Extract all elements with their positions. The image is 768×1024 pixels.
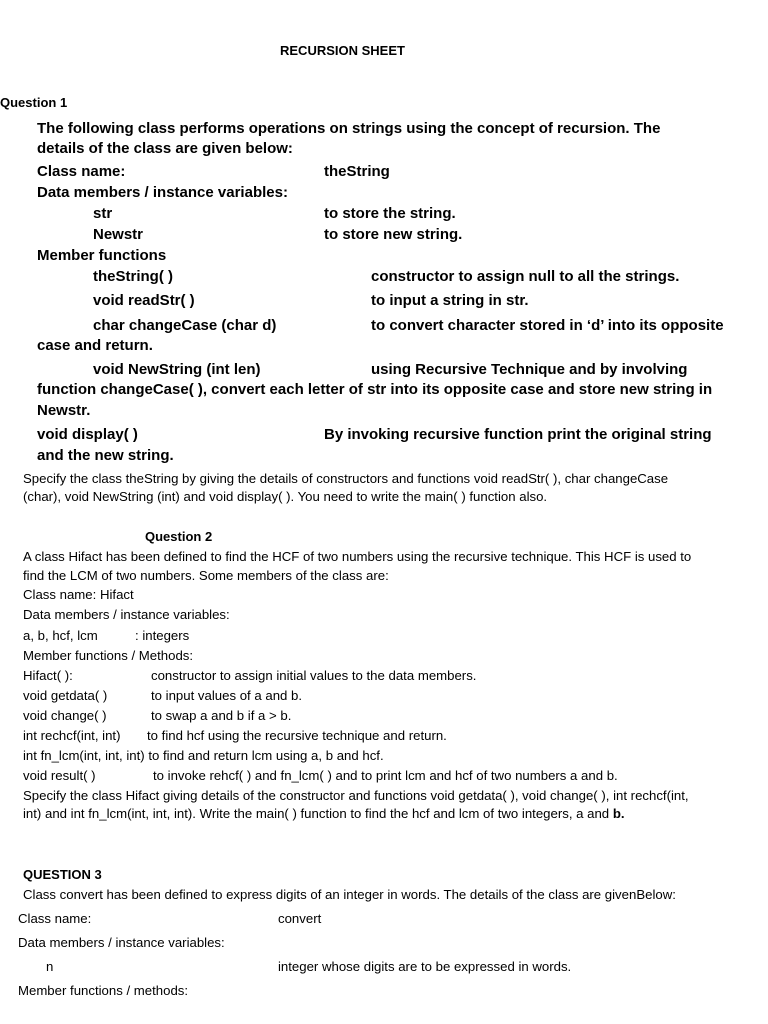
q1-f2-name: void readStr( )	[93, 292, 195, 309]
q1-f3-name: char changeCase (char d)	[93, 317, 277, 334]
q1-class-value: theString	[324, 163, 390, 180]
q2-specify-line1: Specify the class Hifact giving details of the constructor and functions void getdata( ), void change( ), int rechcf(int,	[23, 788, 689, 803]
q1-f5-continuation: and the new string.	[37, 447, 174, 464]
q2-m6-desc: to invoke rehcf( ) and fn_lcm( ) and to print lcm and hcf of two numbers a and b.	[153, 768, 618, 783]
q3-heading: QUESTION 3	[23, 867, 102, 882]
q2-m1-desc: constructor to assign initial values to the data members.	[151, 668, 477, 683]
q1-f2-desc: to input a string in str.	[371, 292, 529, 309]
q3-line1: Class convert has been defined to express digits of an integer in words. The details of the class are givenBelow:	[23, 887, 676, 902]
q1-dm-str-desc: to store the string.	[324, 205, 456, 222]
q1-class-label: Class name:	[37, 163, 126, 180]
q1-f3-desc: to convert character stored in ‘d’ into its opposite	[371, 317, 724, 334]
q1-f4-continuation-2: Newstr.	[37, 402, 91, 419]
page-title: RECURSION SHEET	[280, 43, 405, 58]
q1-f1-name: theString( )	[93, 268, 173, 285]
q2-m2-name: void getdata( )	[23, 688, 108, 703]
q1-data-members-label: Data members / instance variables:	[37, 184, 288, 201]
q2-dm-name: a, b, hcf, lcm	[23, 628, 98, 643]
q3-data-members-label: Data members / instance variables:	[18, 935, 225, 950]
q2-specify-line2-bold: b.	[612, 806, 625, 821]
q1-specify-line2: (char), void NewString (int) and void display( ). You need to write the main( ) function also.	[23, 489, 548, 504]
q2-m2-desc: to input values of a and b.	[151, 688, 303, 703]
q1-f4-desc: using Recursive Technique and by involving	[371, 361, 688, 378]
q2-line2: find the LCM of two numbers. Some members of the class are:	[23, 568, 389, 583]
q2-m3-desc: to swap a and b if a > b.	[151, 708, 292, 723]
q1-dm-newstr-name: Newstr	[93, 226, 144, 243]
q1-f4-name: void NewString (int len)	[93, 361, 261, 378]
q2-specify-line2	[23, 806, 625, 821]
q2-class-name: Class name: Hifact	[23, 587, 134, 602]
q1-member-functions-label: Member functions	[37, 247, 167, 264]
q3-class-label: Class name:	[18, 911, 92, 926]
q1-dm-str-name: str	[93, 205, 113, 222]
q3-dm-n-name: n	[46, 959, 54, 974]
q2-heading: Question 2	[145, 529, 213, 544]
q1-f5-desc: By invoking recursive function print the original string	[324, 426, 712, 443]
q2-dm-desc: : integers	[135, 628, 190, 643]
q2-m6-name: void result( )	[23, 768, 96, 783]
q2-data-members-label: Data members / instance variables:	[23, 607, 230, 622]
q1-f4-continuation-1: function changeCase( ), convert each letter of str into its opposite case and store new string in	[37, 381, 713, 398]
q3-member-functions-label: Member functions / methods:	[18, 983, 189, 998]
q2-m5: int fn_lcm(int, int, int) to find and return lcm using a, b and hcf.	[23, 748, 384, 763]
q2-m3-name: void change( )	[23, 708, 107, 723]
q2-m4-desc: to find hcf using the recursive technique and return.	[147, 728, 447, 743]
q1-specify-line1: Specify the class theString by giving the details of constructors and functions void readStr( ), char changeCase	[23, 471, 669, 486]
q3-class-value: convert	[278, 911, 322, 926]
q2-specify-line2-text: int) and int fn_lcm(int, int, int). Write the main( ) function to find the hcf and lcm of two integers, a and	[23, 806, 610, 821]
q2-member-functions-label: Member functions / Methods:	[23, 648, 194, 663]
q3-dm-n-desc: integer whose digits are to be expressed in words.	[278, 959, 572, 974]
q2-m1-name: Hifact( ):	[23, 668, 73, 683]
q2-line1: A class Hifact has been defined to find the HCF of two numbers using the recursive technique. This HCF is used to	[23, 549, 692, 564]
q1-intro-line1: The following class performs operations on strings using the concept of recursion. The	[37, 120, 661, 137]
q1-f3-continuation: case and return.	[37, 337, 153, 354]
q1-heading: Question 1	[0, 95, 68, 110]
q1-f1-desc: constructor to assign null to all the strings.	[371, 268, 680, 285]
q2-m4-name: int rechcf(int, int)	[23, 728, 121, 743]
q1-f5-name: void display( )	[37, 426, 138, 443]
q1-intro-line2: details of the class are given below:	[37, 140, 293, 157]
q1-dm-newstr-desc: to store new string.	[324, 226, 463, 243]
